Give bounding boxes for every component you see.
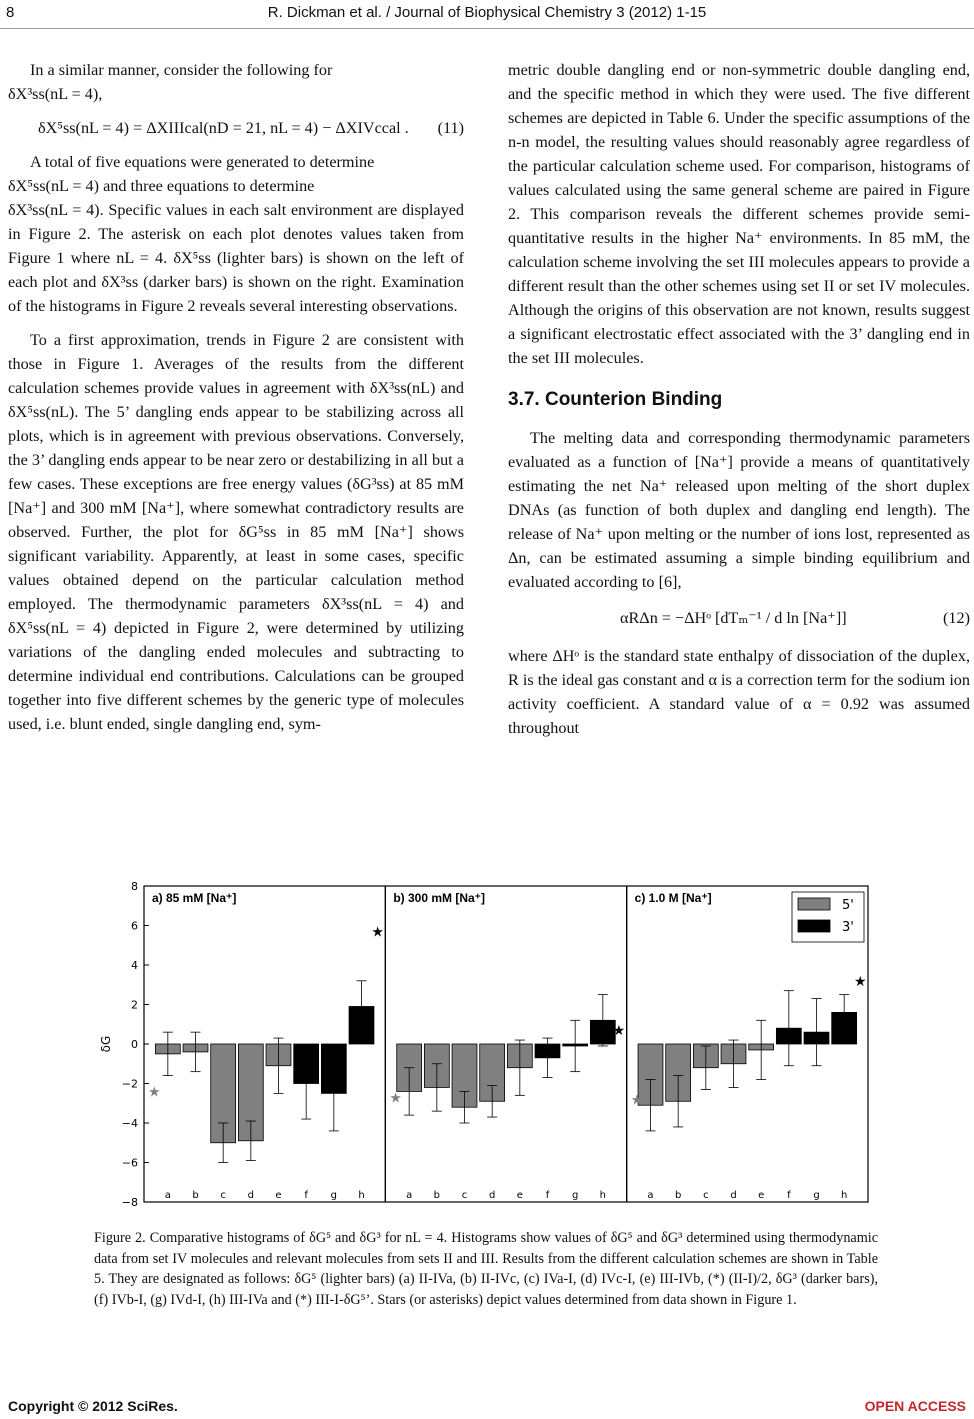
x-tick-label: e [275,1190,282,1201]
page-number: 8 [6,4,15,21]
legend-label: 5' [842,898,854,913]
left-p2-line-c: δX³ss(nL = 4). Specific values in each salt environment are displayed in Figure 2. The asterisk on each plot denotes values taken from Figure 1 where nL = 4. δX⁵ss (lighter bars) is shown on the left of each plot and δX³ss (darker bars) is shown on the right. Examination of the histograms in Figure 2 reveals several interesting observations. [8,201,464,315]
panel-title: c) 1.0 M [Na⁺] [634,891,712,905]
left-p2-line-a: A total of five equations were generated to determine [30,153,375,171]
x-tick-label: h [358,1190,365,1201]
x-tick-label: a [164,1190,171,1201]
star-5-marker: ★ [630,1092,644,1109]
y-tick-label: −2 [121,1077,138,1091]
equation-11 [16,116,464,140]
left-column [8,58,464,746]
header-rule [0,28,974,29]
x-tick-label: h [599,1190,607,1201]
x-tick-label: e [516,1190,523,1201]
x-tick-label: d [730,1190,737,1201]
x-tick-label: b [433,1190,441,1201]
x-tick-label: a [406,1190,413,1201]
footer-open-access: OPEN ACCESS [864,1398,966,1414]
y-tick-label: 6 [131,919,138,933]
figure-2 [100,876,880,1216]
x-tick-label: d [247,1190,255,1201]
y-tick-label: −6 [121,1156,138,1170]
left-paragraph-3: To a first approximation, trends in Figure 2 are consistent with those in Figure 1. Averages of the results from the different calculation schemes provide values in agreement with δX³ss(nL) and δX⁵ss(nL). The 5’ dangling ends appear to be stabilizing across all plots, which is in agreement with previous observations. Conversely, the 3’ dangling ends appear to be near zero or destabilizing in all but a few cases. These exceptions are free energy values (δG³ss) at 85 mM [Na⁺] and 300 mM [Na⁺], where somewhat contradictory results are observed. Further, the plot for δG⁵ss in 85 mM [Na⁺] shows significant variability. Apparently, at least in some cases, specific values obtained depend on the particular calculation method employed. The thermodynamic parameters δX³ss(nL = 4) and δX⁵ss(nL = 4) depicted in Figure 2, were determined by utilizing variations of the dangling ended molecules and subtracting to determine individual end contributions. Calculations can be grouped together into five different schemes by the generic type of molecules used, i.e. blunt ended, single dangling end, sym- [8,331,464,733]
y-tick-label: 4 [131,959,138,972]
x-tick-label: c [220,1190,226,1201]
x-tick-label: a [647,1190,654,1201]
equation-12-number: (12) [943,609,970,627]
left-p2-line-b: δX⁵ss(nL = 4) and three equations to determine [8,177,315,195]
left-p1-text: In a similar manner, consider the following for [30,61,333,79]
y-tick-label: −4 [121,1117,138,1130]
running-title: R. Dickman et al. / Journal of Biophysical Chemistry 3 (2012) 1-15 [267,4,707,21]
x-tick-label: b [674,1190,682,1201]
y-tick-label: 0 [131,1038,138,1051]
equation-12-body: αRΔn = −ΔHᵒ [dTₘ⁻¹ / d ln [Na⁺]] [620,609,847,627]
x-tick-label: b [192,1190,199,1201]
legend-label: 3' [842,920,854,935]
figure-caption: Figure 2. Comparative histograms of δG⁵ and δG³ for nL = 4. Histograms show values of δG⁵ and δG³ determined using thermodynamic data from set IV molecules and relevant molecules from sets II and III. Results from the different calculation schemes are shown in Table 5. They are designated as follows: δG⁵ (lighter bars) (a) II-IVa, (b) II-IVc, (c) IVa-I, (d) IVc-I, (e) III-IVb, (*) (II-I)/2, δG³ (darker bars), (f) IVb-I, (g) IVd-I, (h) III-IVa and (*) III-I-δG⁵’. Stars (or asterisks) depict values determined from data shown in Figure 1. [94,1230,878,1308]
star-5-marker: ★ [148,1084,161,1101]
x-tick-label: e [758,1190,765,1201]
y-tick-label: 2 [131,998,138,1012]
panel-title: a) 85 mM [Na⁺] [152,891,237,905]
x-tick-label: c [461,1190,468,1201]
panel-title: b) 300 mM [Na⁺] [393,891,486,905]
right-column [508,58,970,750]
x-tick-label: d [488,1190,496,1201]
x-tick-label: c [703,1190,709,1201]
right-paragraph-3: where ΔHᵒ is the standard state enthalpy of dissociation of the duplex, R is the ideal gas constant and α is a correction term for the sodium ion activity coefficient. A standard value of α = 0.92 was assumed throughout [508,647,970,737]
x-tick-label: h [840,1190,848,1201]
star-3-marker: ★ [612,1023,626,1040]
equation-11-body: δX⁵ss(nL = 4) = ΔXIIIcal(nD = 21, nL = 4) − ΔXIVccal . [38,119,409,137]
legend-swatch [798,898,830,910]
equation-11-number: (11) [437,119,464,137]
right-paragraph-1: metric double dangling end or non-symmetric double dangling end, and the specific method in which they were used. The five different schemes are depicted in Table 6. Under the specific assumptions of the n-n model, the resulting values should reasonably agree regardless of the particular calculation scheme used. For comparison, histograms of values calculated using the same general scheme are paired in Figure 2. This comparison reveals the different schemes provide semi-quantitative results in the higher Na⁺ environments. In 85 mM, the calculation scheme involving the set III molecules appears to provide a different result than the other schemes using set II or set IV molecules. Although the origins of this observation are not known, results suggest a significant electrostatic effect associated with the 3’ dangling end in the set III molecules. [508,61,970,367]
star-3-marker: ★ [854,973,867,990]
y-tick-label: 8 [131,880,138,893]
x-tick-label: f [787,1190,791,1201]
x-tick-label: g [330,1190,338,1201]
left-paragraph-2 [8,150,464,318]
left-p1-expression: δX³ss(nL = 4), [8,85,103,103]
x-tick-label: f [304,1190,308,1201]
x-tick-label: g [571,1190,579,1201]
figure-2-chart [100,876,880,1216]
y-axis-label: δG [100,1035,113,1053]
x-tick-label: g [813,1190,820,1201]
legend-swatch [798,920,830,932]
star-3-marker: ★ [371,924,384,941]
section-title: 3.7. Counterion Binding [508,389,723,410]
star-5-marker: ★ [389,1090,402,1107]
right-paragraph-2: The melting data and corresponding thermodynamic parameters evaluated as a function of [Na⁺] provide a means of quantitatively estimating the net Na⁺ released upon melting of the short duplex DNAs (as function of both duplex and dangling end length). The release of Na⁺ upon melting or the number of ions lost, represented as Δn, can be estimated assuming a simple binding equilibrium and evaluated according to [6], [508,429,970,591]
x-tick-label: f [545,1190,550,1201]
equation-12 [598,606,970,630]
left-paragraph-1 [8,58,464,106]
y-tick-label: −8 [121,1196,138,1209]
footer-copyright: Copyright © 2012 SciRes. [8,1398,178,1414]
